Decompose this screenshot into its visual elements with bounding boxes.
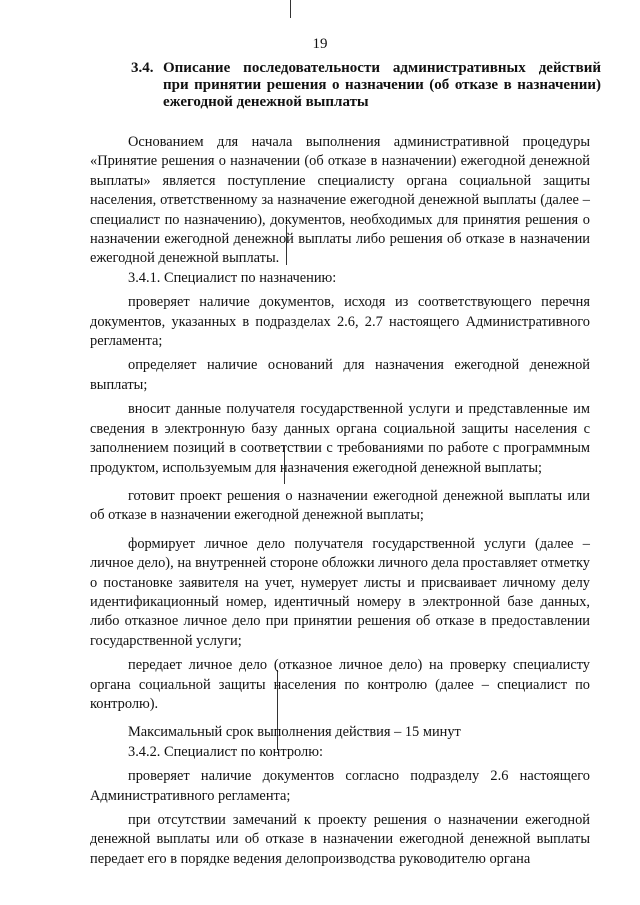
paragraph: Максимальный срок выполнения действия – 15 минут xyxy=(128,724,461,741)
paragraph: проверяет наличие документов, исходя из соответствующего перечня документов, указанных в подразделах 2.6, 2.7 настоящего Административного регламента; xyxy=(90,294,590,350)
paragraph: готовит проект решения о назначении ежегодной денежной выплаты или об отказе в назначении ежегодной денежной выплаты; xyxy=(90,487,590,524)
paragraph: 3.4.2. Специалист по контролю: xyxy=(128,743,323,760)
page-number: 19 xyxy=(312,36,328,52)
paragraph: определяет наличие оснований для назначения ежегодной денежной выплаты; xyxy=(90,357,590,393)
paragraph: при отсутствии замечаний к проекту решения о назначении ежегодной денежной выплаты или об отказе в назначении ежегодной денежной выплаты передает его в порядке ведения делопроизводства руководителю органа xyxy=(90,812,590,867)
paragraph: формирует личное дело получателя государственной услуги (далее – личное дело), на внутренней стороне обложки личного дела проставляет отметку о постановке заявителя на учет, нумерует листы и присваивает личному делу идентификационный номер, идентичный номеру в электронной базе данных, либо отказное личное дело при принятии решения об отказе в предоставлении государственной услуги; xyxy=(90,535,590,649)
scan-artifact-line xyxy=(290,0,291,18)
paragraph: 3.4.1. Специалист по назначению: xyxy=(128,269,337,286)
section-number: 3.4. xyxy=(131,60,154,76)
paragraph: передает личное дело (отказное личное дело) на проверку специалисту органа социальной защиты населения по контролю (далее – специалист по контролю). xyxy=(90,657,590,712)
paragraph: Основанием для начала выполнения административной процедуры «Принятие решения о назначении (об отказе в назначении) ежегодной денежной выплаты» является поступление специалисту органа социальной защиты населения, ответственному за назначение ежегодной денежной выплаты (далее – специалист по назначению), документов, необходимых для принятия решения о назначении ежегодной денежной выплаты либо решения об отказе в назначении ежегодной денежной выплаты. xyxy=(90,134,590,267)
paragraph: проверяет наличие документов согласно подразделу 2.6 настоящего Административного регламента; xyxy=(90,768,590,804)
paragraph: вносит данные получателя государственной услуги и представленные им сведения в электронную базу данных органа социальной защиты населения с заполнением позиций в соответствии с требованиями по работе с программным продуктом, используемым для назначения ежегодной денежной выплаты; xyxy=(90,401,590,476)
document-body xyxy=(90,133,590,869)
section-title: Описание последовательности административных действий при принятии решения о назначении (об отказе в назначении) ежегодной денежной выплаты xyxy=(163,60,601,110)
section-heading xyxy=(131,60,601,111)
